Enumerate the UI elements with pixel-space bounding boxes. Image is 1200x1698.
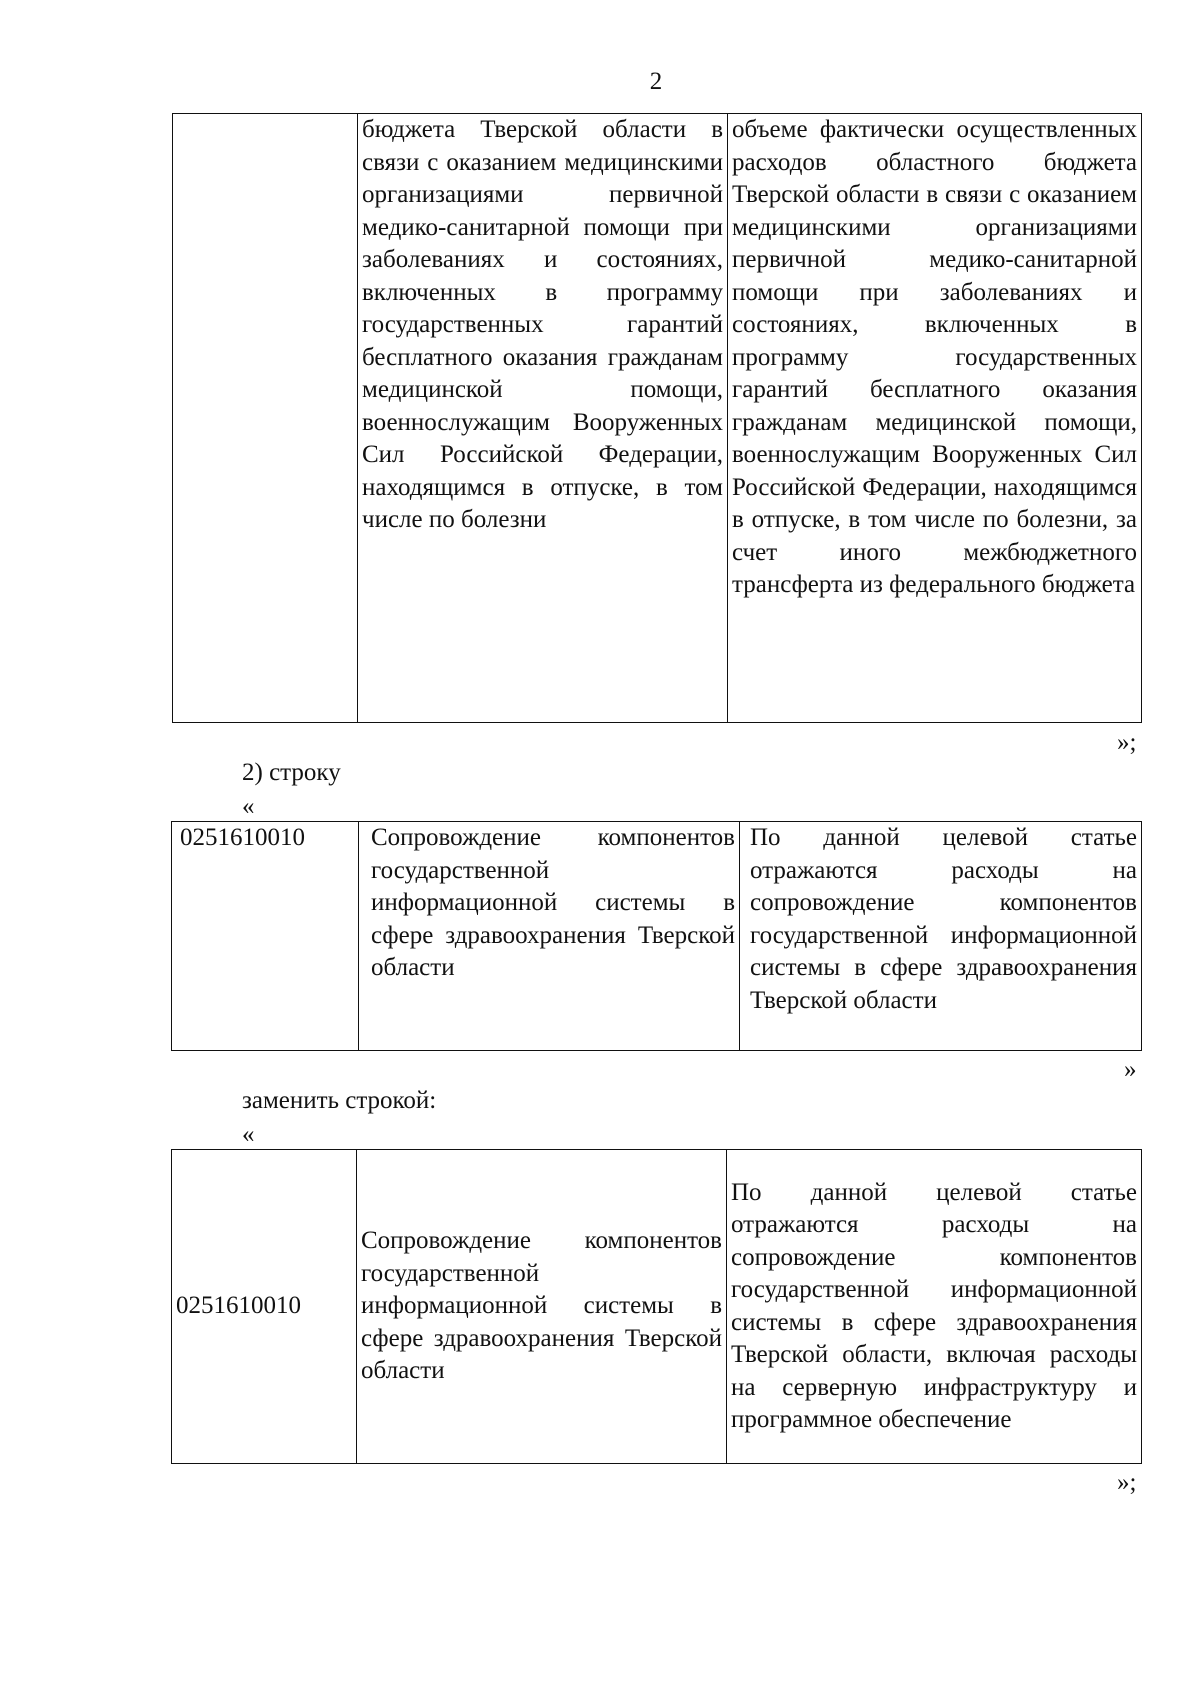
name-cell: Сопровождение компонентов государственной информационной системы в сфере здравоохранения Тверской области <box>357 1150 727 1464</box>
page-number: 2 <box>649 68 663 95</box>
description-cell: По данной целевой статье отражаются расходы на сопровождение компонентов государственной информационной системы в сфере здравоохранения Тверской области <box>740 822 1142 1051</box>
table-row <box>173 114 1142 723</box>
table-row <box>172 1150 1142 1464</box>
code-cell: 0251610010 <box>172 822 359 1051</box>
table-new-row <box>171 1149 1142 1464</box>
closing-quote: » <box>1124 1056 1137 1083</box>
opening-quote: « <box>242 1121 255 1148</box>
code-cell: 0251610010 <box>172 1150 357 1464</box>
closing-quote: »; <box>1117 729 1137 756</box>
table-original-row <box>171 821 1142 1051</box>
description-cell: По данной целевой статье отражаются расходы на сопровождение компонентов государственной информационной системы в сфере здравоохранения Тверской области, включая расходы на серверную инфраструктуру и программное обеспечение <box>727 1150 1142 1464</box>
table-row <box>172 822 1142 1051</box>
description-cell: объеме фактически осуществленных расходов областного бюджета Тверской области в связи с оказанием медицинскими организациями первичной медико-санитарной помощи при заболеваниях и состояниях, включенных в программу государственных гарантий бесплатного оказания гражданам медицинской помощи, военнослужащим Вооруженных Сил Российской Федерации, находящимся в отпуске, в том числе по болезни, за счет иного межбюджетного трансферта из федерального бюджета <box>728 114 1142 723</box>
name-cell: Сопровождение компонентов государственной информационной системы в сфере здравоохранения Тверской области <box>359 822 740 1051</box>
opening-quote: « <box>242 793 255 820</box>
closing-quote: »; <box>1117 1469 1137 1496</box>
name-cell: бюджета Тверской области в связи с оказанием медицинскими организациями первичной медико-санитарной помощи при заболеваниях и состояниях, включенных в программу государственных гарантий бесплатного оказания гражданам медицинской помощи, военнослужащим Вооруженных Сил Российской Федерации, находящимся в отпуске, в том числе по болезни <box>358 114 728 723</box>
replace-text: заменить строкой: <box>242 1087 437 1114</box>
item-2-text: 2) строку <box>242 759 341 786</box>
table-continuation <box>172 113 1142 723</box>
code-cell <box>173 114 358 723</box>
